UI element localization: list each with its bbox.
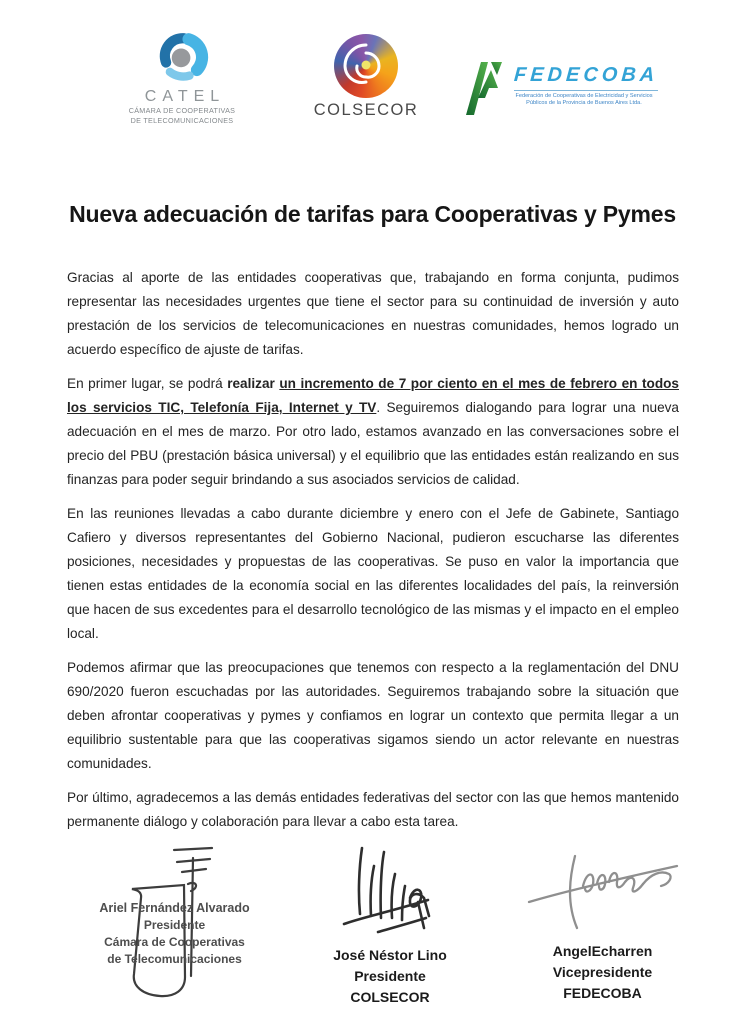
colsecor-swirl-icon [334, 34, 398, 98]
signatory-role: Presidente [143, 918, 206, 932]
signatory-role: Vicepresidente [552, 964, 653, 980]
colsecor-logo [310, 34, 422, 120]
paragraph-4: Podemos afirmar que las preocupaciones que tenemos con respecto a la reglamentación del DNU 690/2020 fueron escuchadas por las autoridades. Seguiremos trabajando sobre la situación que deben afrontar cooperativas y pymes y confiamos en lograr un contexto que permita llegar a un equilibrio sustentable para que las cooperativas sigamos siendo un actor relevante en nuestras comunidades. [67, 660, 679, 771]
fedecoba-logo [460, 56, 660, 118]
signatory-org-line2: de Telecomunicaciones [107, 952, 242, 966]
colsecor-signature-scribble-icon [330, 838, 450, 938]
signature-section [0, 836, 745, 1021]
fedecoba-logo-name: FEDECOBA [513, 64, 660, 86]
fedecoba-signature-scribble-icon [523, 842, 683, 934]
catel-logo-subtitle-line1: CÁMARA DE COOPERATIVAS [128, 106, 236, 115]
paragraph-2-bold: realizar [227, 376, 280, 391]
fedecoba-logo-rule [514, 90, 658, 91]
colsecor-logo-name: COLSECOR [313, 101, 419, 119]
signature-catel [62, 836, 287, 1014]
paragraph-5: Por último, agradecemos a las demás entidades federativas del sector con las que hemos mantenido permanente diálogo y colaboración para llevar a cabo esta tarea. [67, 790, 679, 829]
document-title: Nueva adecuación de tarifas para Cooperativas y Pymes [69, 201, 676, 228]
signatory-name: Ariel Fernández Alvarado [99, 901, 250, 915]
signatory-role: Presidente [354, 968, 426, 984]
paragraph-2-bold-underline: un incremento de 7 por ciento en el mes de febrero en todos los servicios TIC, Telefonía Fija, Internet y TV [67, 376, 679, 415]
paragraph-1: Gracias al aporte de las entidades cooperativas que, trabajando en forma conjunta, pudimos representar las necesidades urgentes que tiene el sector para su continuidad de inversión y auto prestación de los servicios de telecomunicaciones en nuestras comunidades, hemos logrado un acuerdo específico de ajuste de tarifas. [67, 270, 679, 357]
colsecor-signatory-block [300, 945, 480, 1008]
paragraph-2-regular: En primer lugar, se podrá [67, 376, 228, 391]
catel-swirl-icon [154, 28, 210, 84]
document-body [67, 266, 679, 844]
signatory-org-line1: Cámara de Cooperativas [104, 935, 245, 949]
fedecoba-tree-icon [460, 56, 506, 118]
paragraph-2 [67, 372, 679, 492]
signature-colsecor [300, 838, 480, 1008]
signatory-name: AngelEcharren [552, 943, 653, 959]
fedecoba-signatory-block [505, 941, 700, 1004]
signatory-name: José Néstor Lino [333, 947, 447, 963]
paragraph-2-regular-tail: . Seguiremos dialogando para lograr una nueva adecuación en el mes de marzo. Por otro lado, estamos avanzado en las conversaciones sobre el precio del PBU (prestación básica universal) y el equilibrio que las entidades están realizando en sus finanzas para poder seguir brindando a sus asociados servicios de calidad. [67, 400, 679, 487]
paragraph-3: En las reuniones llevadas a cabo durante diciembre y enero con el Jefe de Gabinete, Santiago Cafiero y diversos representantes del Gobierno Nacional, pudieron escucharse las diferentes posiciones, necesidades y propuestas de las cooperativas. Se puso en valor la importancia que tienen estas entidades de la economía social en las diferentes localidades del país, la reinversión que hacen de sus excedentes para el desarrollo tecnológico de las mismas y el impacto en el empleo local. [67, 506, 679, 641]
signatory-org: FEDECOBA [563, 985, 642, 1001]
fedecoba-logo-subtitle-line2: Públicos de la Provincia de Buenos Aires Ltda. [526, 100, 642, 106]
catel-logo [124, 28, 240, 125]
fedecoba-logo-subtitle-line1: Federación de Cooperativas de Electricidad y Servicios [515, 93, 653, 99]
signatory-org: COLSECOR [350, 989, 430, 1005]
catel-logo-name: CATEL [144, 88, 226, 105]
signature-fedecoba [505, 842, 700, 1004]
catel-logo-subtitle-line2: DE TELECOMUNICACIONES [130, 115, 234, 125]
catel-signature-stamp [62, 900, 287, 968]
